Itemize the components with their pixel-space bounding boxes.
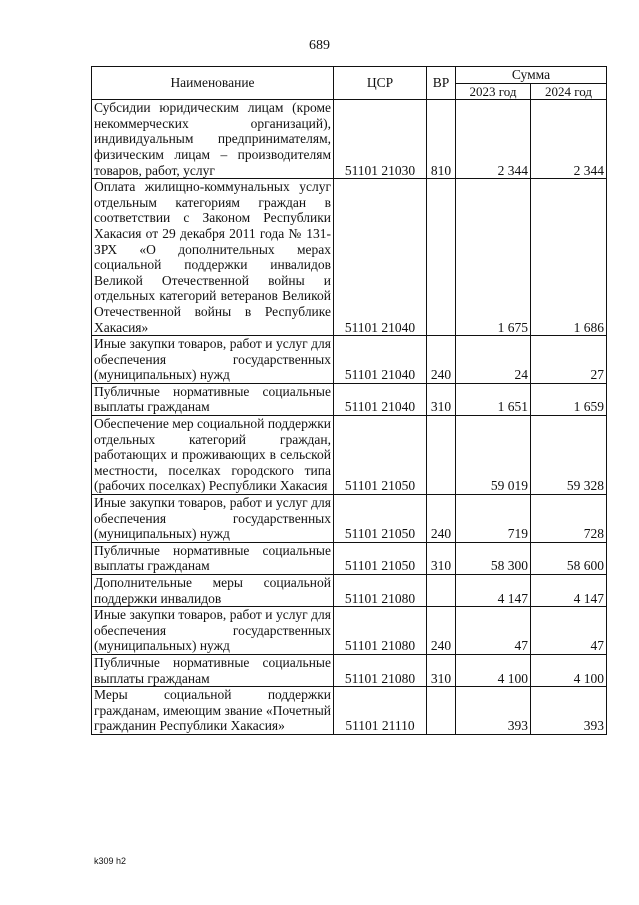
row-csr: 51101 21050 — [334, 542, 427, 574]
row-vr: 240 — [427, 495, 456, 543]
row-csr: 51101 21080 — [334, 575, 427, 607]
row-csr: 51101 21080 — [334, 654, 427, 686]
table-row — [92, 575, 607, 607]
row-csr: 51101 21040 — [334, 179, 427, 336]
table-row — [92, 416, 607, 495]
row-name: Публичные нормативные социальные выплаты гражданам — [92, 542, 334, 574]
row-sum-2023: 719 — [456, 495, 531, 543]
table-row — [92, 100, 607, 179]
footer-code: k309 h2 — [94, 856, 127, 866]
row-sum-2023: 1 675 — [456, 179, 531, 336]
row-vr — [427, 416, 456, 495]
row-csr: 51101 21050 — [334, 495, 427, 543]
row-vr: 310 — [427, 383, 456, 415]
row-sum-2023: 58 300 — [456, 542, 531, 574]
row-csr: 51101 21030 — [334, 100, 427, 179]
row-name: Публичные нормативные социальные выплаты гражданам — [92, 654, 334, 686]
row-csr: 51101 21040 — [334, 383, 427, 415]
row-name: Обеспечение мер социальной поддержки отдельных категорий граждан, работающих и проживающих в сельской местности, поселках городского типа (рабочих поселках) Республики Хакасия — [92, 416, 334, 495]
row-name: Публичные нормативные социальные выплаты гражданам — [92, 383, 334, 415]
row-sum-2023: 4 100 — [456, 654, 531, 686]
table-row — [92, 383, 607, 415]
header-sum: Сумма — [456, 67, 607, 84]
page-number: 689 — [309, 38, 330, 53]
row-name: Дополнительные меры социальной поддержки инвалидов — [92, 575, 334, 607]
row-sum-2024: 1 686 — [531, 179, 607, 336]
table-row — [92, 495, 607, 543]
row-csr: 51101 21080 — [334, 607, 427, 655]
row-vr: 810 — [427, 100, 456, 179]
row-sum-2023: 24 — [456, 336, 531, 384]
row-sum-2024: 27 — [531, 336, 607, 384]
row-vr: 240 — [427, 336, 456, 384]
row-vr — [427, 575, 456, 607]
row-sum-2023: 2 344 — [456, 100, 531, 179]
row-sum-2024: 393 — [531, 687, 607, 735]
table-row — [92, 607, 607, 655]
row-sum-2023: 59 019 — [456, 416, 531, 495]
header-vr: ВР — [427, 67, 456, 100]
row-vr: 240 — [427, 607, 456, 655]
row-sum-2024: 1 659 — [531, 383, 607, 415]
row-sum-2024: 59 328 — [531, 416, 607, 495]
row-sum-2024: 58 600 — [531, 542, 607, 574]
row-sum-2024: 4 147 — [531, 575, 607, 607]
row-sum-2023: 1 651 — [456, 383, 531, 415]
row-vr — [427, 179, 456, 336]
row-vr — [427, 687, 456, 735]
table-row — [92, 336, 607, 384]
row-sum-2024: 2 344 — [531, 100, 607, 179]
row-sum-2023: 4 147 — [456, 575, 531, 607]
row-sum-2023: 47 — [456, 607, 531, 655]
row-name: Иные закупки товаров, работ и услуг для обеспечения государственных (муниципальных) нужд — [92, 607, 334, 655]
header-csr: ЦСР — [334, 67, 427, 100]
row-sum-2023: 393 — [456, 687, 531, 735]
table-row — [92, 654, 607, 686]
header-name: Наименование — [92, 67, 334, 100]
row-name: Оплата жилищно-коммунальных услуг отдельным категориям граждан в соответствии с Законом Республики Хакасия от 29 декабря 2011 года № 131-ЗРХ «О дополнительных мерах социальной поддержки инвалидов Великой Отечественной войны и отдельных категорий ветеранов Великой Отечественной войны в Республике Хакасия» — [92, 179, 334, 336]
row-name: Меры социальной поддержки гражданам, имеющим звание «Почетный гражданин Республики Хакасия» — [92, 687, 334, 735]
table-row — [92, 542, 607, 574]
row-sum-2024: 728 — [531, 495, 607, 543]
table-row — [92, 687, 607, 735]
table-row — [92, 179, 607, 336]
row-name: Иные закупки товаров, работ и услуг для обеспечения государственных (муниципальных) нужд — [92, 495, 334, 543]
row-csr: 51101 21040 — [334, 336, 427, 384]
row-name: Субсидии юридическим лицам (кроме некоммерческих организаций), индивидуальным предпринимателям, физическим лицам – производителям товаров, работ, услуг — [92, 100, 334, 179]
row-csr: 51101 21110 — [334, 687, 427, 735]
row-sum-2024: 4 100 — [531, 654, 607, 686]
row-name: Иные закупки товаров, работ и услуг для обеспечения государственных (муниципальных) нужд — [92, 336, 334, 384]
header-year-2024: 2024 год — [531, 83, 607, 100]
header-year-2023: 2023 год — [456, 83, 531, 100]
row-csr: 51101 21050 — [334, 416, 427, 495]
row-vr: 310 — [427, 654, 456, 686]
budget-table — [91, 66, 607, 735]
row-sum-2024: 47 — [531, 607, 607, 655]
row-vr: 310 — [427, 542, 456, 574]
